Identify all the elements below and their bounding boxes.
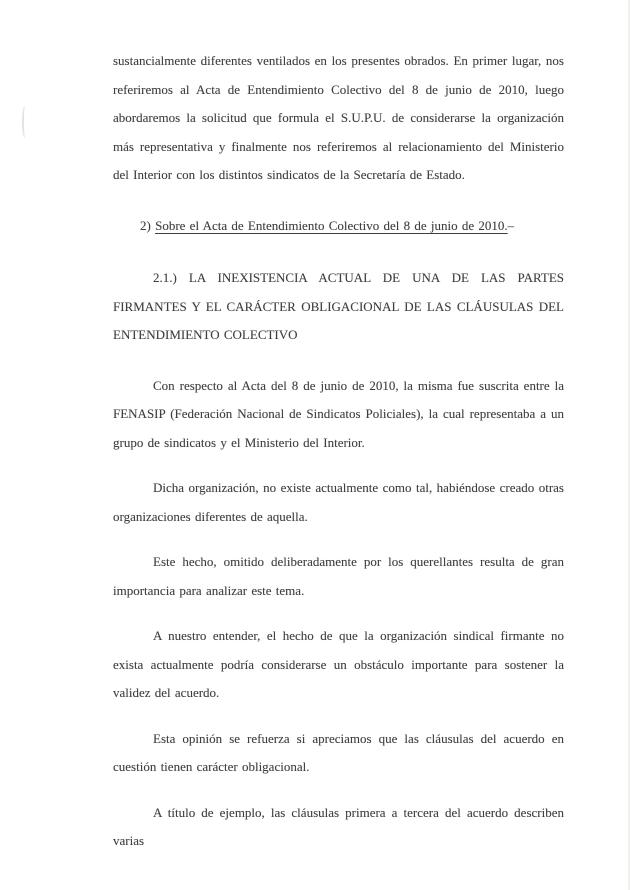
paragraph-a-nuestro-entender: A nuestro entender, el hecho de que la organización sindical firmante no exista actualmente podría considerarse un obstáculo importante para sostener la validez del acuerdo.	[113, 628, 564, 700]
scan-smudge-artifact	[22, 106, 28, 138]
paragraph-esta-opinion: Esta opinión se refuerza si apreciamos que las cláusulas del acuerdo en cuestión tienen carácter obligacional.	[113, 730, 564, 774]
paragraph-a-titulo-de-ejemplo: A título de ejemplo, las cláusulas primera a tercera del acuerdo describen varias	[113, 804, 564, 848]
section-heading-title: Sobre el Acta de Entendimiento Colectivo del 8 de junio de 2010.	[155, 217, 508, 233]
subsection-heading: 2.1.) LA INEXISTENCIA ACTUAL DE UNA DE LAS PARTES FIRMANTES Y EL CARÁCTER OBLIGACIONAL DE LAS CLÁUSULAS DEL ENTENDIMIENTO COLECTIVO	[113, 270, 564, 342]
section-heading	[140, 212, 564, 241]
section-heading-number: 2)	[140, 217, 156, 233]
paragraph-este-hecho: Este hecho, omitido deliberadamente por los querellantes resulta de gran importancia para analizar este tema.	[113, 554, 564, 598]
paragraph-acta-suscrita: Con respecto al Acta del 8 de junio de 2010, la misma fue suscrita entre la FENASIP (Federación Nacional de Sindicatos Policiales), la cual representaba a un grupo de sindicatos y el Ministerio del Interior.	[113, 377, 564, 450]
section-heading-dash: –	[507, 217, 515, 233]
paragraph-dicha-organizacion: Dicha organización, no existe actualmente como tal, habiéndose creado otras organizaciones diferentes de aquella.	[113, 480, 564, 524]
opening-paragraph: sustancialmente diferentes ventilados en los presentes obrados. En primer lugar, nos referiremos al Acta de Entendimiento Colectivo del 8 de junio de 2010, luego abordaremos la solicitud que formula el S.U.P.U. de considerarse la organización más representativa y finalmente nos referiremos al relacionamiento del Ministerio del Interior con los distintos sindicatos de la Secretaría de Estado.	[113, 53, 564, 182]
